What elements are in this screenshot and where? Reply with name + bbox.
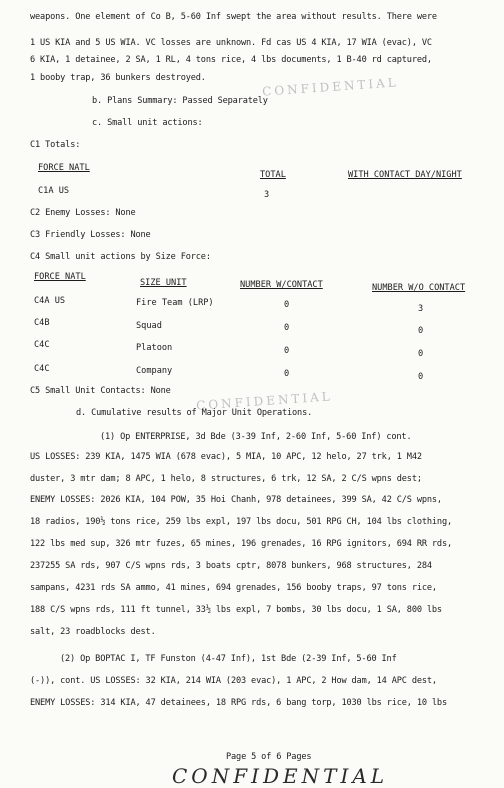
size-row-without: 3 (418, 304, 424, 314)
c2-enemy-losses: C2 Enemy Losses: None (30, 208, 136, 218)
para-line: 1 US KIA and 5 US WIA. VC losses are unknown. Fd cas US 4 KIA, 17 WIA (evac), VC (30, 38, 432, 48)
op1-line: duster, 3 mtr dam; 8 APC, 1 helo, 8 structures, 6 trk, 12 SA, 2 C/S wpns dest; (30, 474, 422, 484)
confidential-stamp: CONFIDENTIAL (172, 764, 389, 788)
size-header-force: FORCE NATL (34, 272, 86, 282)
op-boptac-heading: (2) Op BOPTAC I, TF Funston (4-47 Inf), 1st Bde (2-39 Inf, 5-60 Inf (60, 654, 397, 664)
para-line: 6 KIA, 1 detainee, 2 SA, 1 RL, 4 tons rice, 4 lbs documents, 1 B-40 rd captured, (30, 55, 432, 65)
size-row-without: 0 (418, 349, 424, 359)
confidential-stamp-faded: CONFIDENTIAL (195, 389, 334, 413)
size-row-without: 0 (418, 326, 424, 336)
size-row-with: 0 (284, 369, 290, 379)
para-line: weapons. One element of Co B, 5-60 Inf swept the area without results. There were (30, 12, 437, 22)
size-row-with: 0 (284, 323, 290, 333)
totals-row-force: C1A US (38, 186, 70, 196)
c1-totals-line: C1 Totals: (30, 140, 81, 150)
totals-header-contact: WITH CONTACT DAY/NIGHT (348, 170, 462, 180)
op1-line: salt, 23 roadblocks dest. (30, 627, 156, 637)
c3-friendly-losses: C3 Friendly Losses: None (30, 230, 151, 240)
totals-header-force: FORCE NATL (38, 163, 90, 173)
cumulative-results-line: d. Cumulative results of Major Unit Operations. (76, 408, 313, 418)
size-row-force: C4C (34, 340, 50, 350)
op2-line: (-)), cont. US LOSSES: 32 KIA, 214 WIA (203 evac), 1 APC, 2 How dam, 14 APC dest, (30, 676, 437, 686)
op1-line: 122 lbs med sup, 326 mtr fuzes, 65 mines, 196 grenades, 16 RPG ignitors, 694 RR rds, (30, 539, 453, 549)
totals-row-total: 3 (264, 190, 270, 200)
small-unit-actions-line: c. Small unit actions: (92, 118, 203, 128)
c4-size-force-line: C4 Small unit actions by Size Force: (30, 252, 211, 262)
size-row-force: C4C (34, 364, 50, 374)
op-enterprise-heading: (1) Op ENTERPRISE, 3d Bde (3-39 Inf, 2-60 Inf, 5-60 Inf) cont. (100, 432, 412, 442)
size-row-with: 0 (284, 346, 290, 356)
size-header-without-contact: NUMBER W/O CONTACT (372, 283, 466, 293)
size-row-without: 0 (418, 372, 424, 382)
c5-contacts-line: C5 Small Unit Contacts: None (30, 386, 171, 396)
size-header-unit: SIZE UNIT (140, 278, 187, 288)
size-row-unit: Squad (136, 321, 162, 331)
op1-line: 18 radios, 190½ tons rice, 259 lbs expl, 197 lbs docu, 501 RPG CH, 104 lbs clothing, (30, 517, 453, 527)
op1-line: US LOSSES: 239 KIA, 1475 WIA (678 evac), 5 MIA, 10 APC, 12 helo, 27 trk, 1 M42 (30, 452, 422, 462)
op1-line: ENEMY LOSSES: 2026 KIA, 104 POW, 35 Hoi Chanh, 978 detainees, 399 SA, 42 C/S wpns, (30, 495, 442, 505)
para-line: 1 booby trap, 36 bunkers destroyed. (30, 73, 206, 83)
size-row-force: C4B (34, 318, 50, 328)
size-row-force: C4A US (34, 296, 66, 306)
op1-line: sampans, 4231 rds SA ammo, 41 mines, 694 grenades, 156 booby traps, 97 tons rice, (30, 583, 437, 593)
totals-header-total: TOTAL (260, 170, 286, 180)
confidential-stamp-faded: CONFIDENTIAL (261, 75, 400, 99)
op1-line: 237255 SA rds, 907 C/S wpns rds, 3 boats cptr, 8078 bunkers, 968 structures, 284 (30, 561, 432, 571)
op1-line: 188 C/S wpns rds, 111 ft tunnel, 33½ lbs expl, 7 bombs, 30 lbs docu, 1 SA, 800 lbs (30, 605, 442, 615)
size-row-unit: Fire Team (LRP) (136, 298, 214, 308)
size-row-unit: Company (136, 366, 173, 376)
page-footer: Page 5 of 6 Pages (226, 752, 312, 762)
size-header-with-contact: NUMBER W/CONTACT (240, 280, 323, 290)
plans-summary-line: b. Plans Summary: Passed Separately (92, 96, 268, 106)
size-row-unit: Platoon (136, 343, 173, 353)
size-row-with: 0 (284, 300, 290, 310)
op2-line: ENEMY LOSSES: 314 KIA, 47 detainees, 18 RPG rds, 6 bang torp, 1030 lbs rice, 10 lbs (30, 698, 447, 708)
